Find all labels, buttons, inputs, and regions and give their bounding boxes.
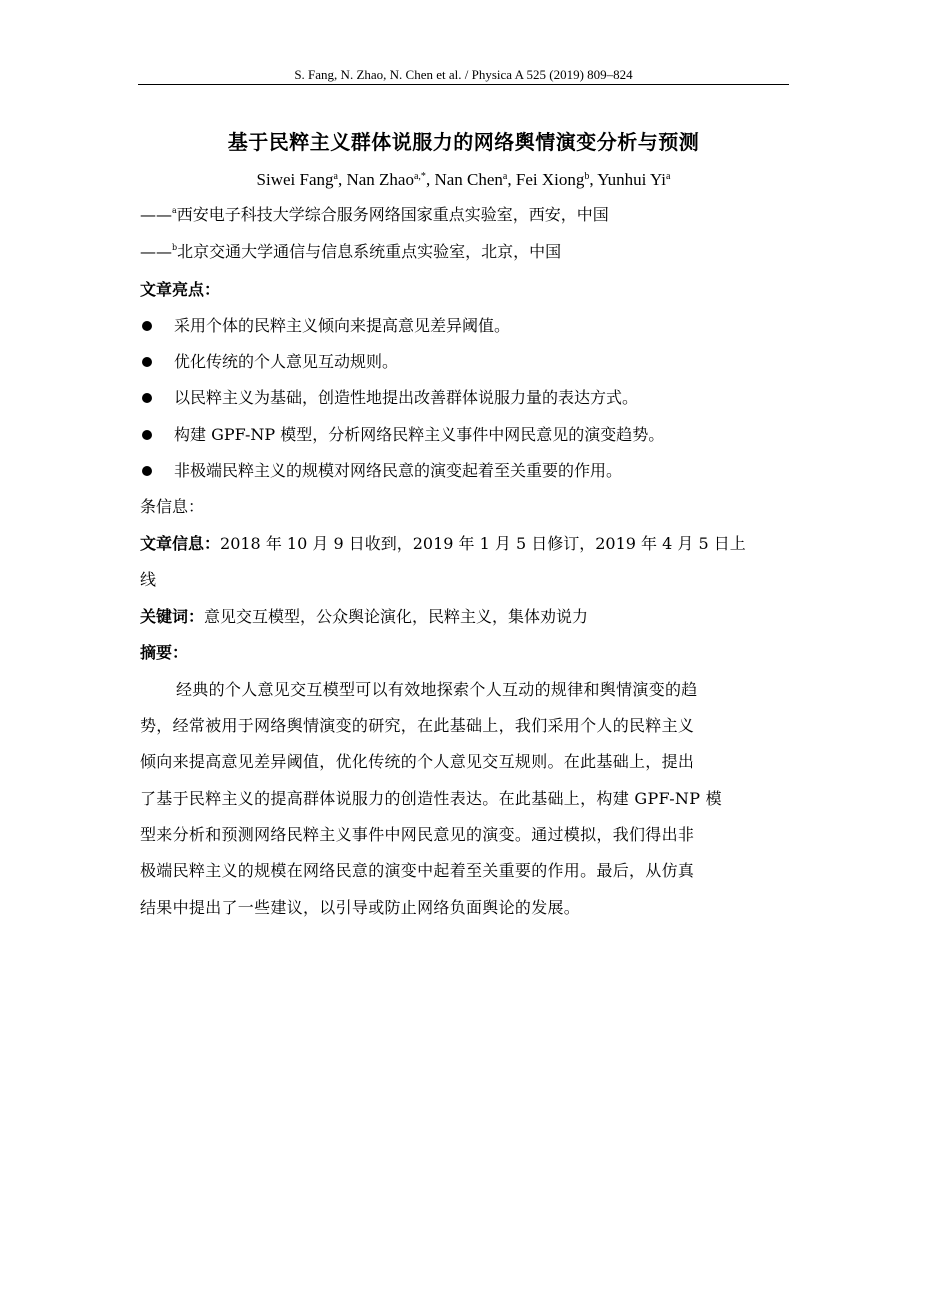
highlight-item: 采用个体的民粹主义倾向来提高意见差异阈值。 xyxy=(174,316,511,335)
author: Nan Chen$^a$, xyxy=(434,170,516,189)
abstract-line: 结果中提出了一些建议，以引导或防止网络负面舆论的发展。 xyxy=(140,898,581,917)
highlight-item: 非极端民粹主义的规模对网络民意的演变起着至关重要的作用。 xyxy=(174,461,623,480)
abstract-line: 势，经常被用于网络舆情演变的研究，在此基础上，我们采用个人的民粹主义 xyxy=(140,716,695,735)
highlight-item: 优化传统的个人意见互动规则。 xyxy=(174,352,399,371)
bullet-icon xyxy=(142,393,152,403)
bullet-icon xyxy=(142,466,152,476)
author: Siwei Fang$^a$, xyxy=(256,170,347,189)
abstract-heading: 摘要： xyxy=(140,643,189,662)
bullet-icon xyxy=(142,357,152,367)
article-info-continuation: 线 xyxy=(140,570,157,589)
bullet-icon xyxy=(142,430,152,440)
running-head: S. Fang, N. Zhao, N. Chen et al. / Physica A 525 (2019) 809–824 xyxy=(294,67,633,82)
abstract-line: 倾向来提高意见差异阈值，优化传统的个人意见交互规则。在此基础上，提出 xyxy=(140,752,695,771)
abstract-line: 经典的个人意见交互模型可以有效地探索个人互动的规律和舆情演变的趋 xyxy=(176,680,698,699)
header-rule xyxy=(138,84,789,85)
highlight-item: 构建 GPF-NP 模型，分析网络民粹主义事件中网民意见的演变趋势。 xyxy=(174,425,665,444)
author: Yunhui Yi$^a$ xyxy=(597,170,671,189)
keywords-text: 意见交互模型，公众舆论演化，民粹主义，集体劝说力 xyxy=(204,607,589,626)
author: Nan Zhao$^{a,*}$, xyxy=(346,170,435,189)
keywords xyxy=(140,605,588,629)
highlight-item: 以民粹主义为基础，创造性地提出改善群体说服力量的表达方式。 xyxy=(174,388,639,407)
abstract-line: 极端民粹主义的规模在网络民意的演变中起着至关重要的作用。最后，从仿真 xyxy=(140,861,695,880)
keywords-label: 关键词： xyxy=(140,607,205,626)
bullet-icon xyxy=(142,321,152,331)
affiliation-b: ——$^b$北京交通大学通信与信息系统重点实验室，北京，中国 xyxy=(140,242,562,261)
abstract-line: 了基于民粹主义的提高群体说服力的创造性表达。在此基础上，构建 GPF-NP 模 xyxy=(140,789,722,808)
article-info xyxy=(140,532,746,556)
article-info-dates: 2018 年 10 月 9 日收到，2019 年 1 月 5 日修订，2019 年 4 月 5 日上 xyxy=(220,534,746,553)
paper-title: 基于民粹主义群体说服力的网络舆情演变分析与预测 xyxy=(227,130,700,154)
abstract-line: 型来分析和预测网络民粹主义事件中网民意见的演变。通过模拟，我们得出非 xyxy=(140,825,695,844)
author: Fei Xiong$^b$, xyxy=(515,170,598,189)
affiliation-a: ——$^a$西安电子科技大学综合服务网络国家重点实验室，西安，中国 xyxy=(140,205,609,224)
article-info-label: 文章信息： xyxy=(140,534,221,553)
author-list xyxy=(138,170,789,190)
misc-label: 条信息： xyxy=(140,497,205,516)
highlights-heading: 文章亮点： xyxy=(140,280,221,299)
